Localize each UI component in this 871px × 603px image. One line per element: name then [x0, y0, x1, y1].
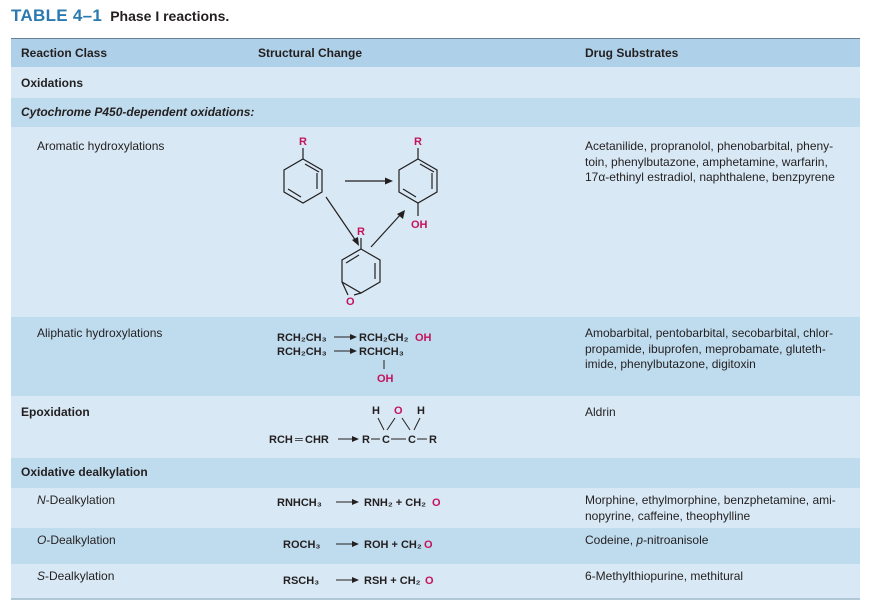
- row-epoxidation: [11, 396, 860, 458]
- hydroxyl-label: OH: [377, 373, 394, 385]
- substrates-aromatic: [585, 139, 835, 186]
- label-aliphatic: Aliphatic hydroxylations: [37, 326, 163, 340]
- section-row-cyp: [11, 98, 860, 127]
- substrate-line: Acetanilide, propranolol, phenobarbital, pheny-: [585, 139, 834, 153]
- r-group-label: R: [414, 136, 422, 148]
- header-structural-change: Structural Change: [258, 46, 363, 60]
- carbon-label: C: [408, 434, 416, 446]
- label-epoxidation: Epoxidation: [21, 405, 90, 419]
- product-formula: RCHCH₃: [359, 346, 404, 358]
- section-row-oxidations: [11, 68, 860, 98]
- label-o-dealkylation: O-Dealkylation: [37, 533, 116, 547]
- r-group-label: R: [299, 136, 307, 148]
- label-n-dealkylation: N-Dealkylation: [37, 493, 116, 507]
- substrates-epoxidation: Aldrin: [585, 405, 616, 419]
- section-cyp: Cytochrome P450-dependent oxidations:: [21, 105, 255, 119]
- section-row-dealkylation: [11, 458, 860, 488]
- table-bottom-border: [11, 598, 860, 600]
- r-group-label: R: [429, 434, 437, 446]
- aliphatic-hydroxylation-structure: [273, 325, 473, 393]
- table-header-row: [11, 38, 860, 67]
- phase-one-table: [11, 38, 860, 600]
- epoxidation-structure: [266, 402, 466, 454]
- substrates-n-dealkylation: [585, 493, 836, 524]
- label-aromatic: Aromatic hydroxylations: [37, 139, 165, 153]
- substrate-line: nopyrine, caffeine, theophylline: [585, 508, 751, 523]
- reactant-formula: ROCH₃: [283, 539, 321, 551]
- reactant-formula: RNHCH₃: [277, 497, 322, 509]
- table-title: [11, 6, 229, 30]
- hydrogen-label: H: [372, 405, 380, 417]
- table-number: TABLE 4–1: [11, 6, 103, 25]
- s-dealkylation-structure: [273, 568, 473, 592]
- substrates-aliphatic: [585, 326, 833, 373]
- o-dealkylation-structure: [273, 532, 473, 556]
- section-dealkylation: Oxidative dealkylation: [21, 465, 148, 479]
- hydroxyl-label: OH: [411, 219, 428, 231]
- substrate-line: imide, phenylbutazone, digitoxin: [585, 357, 756, 371]
- carbon-label: C: [382, 434, 390, 446]
- row-n-dealkylation: [11, 488, 860, 528]
- epoxide-oxygen-label: O: [346, 296, 355, 308]
- r-group-label: R: [357, 226, 365, 238]
- aromatic-hydroxylation-structure: [266, 131, 466, 315]
- substrate-line: Morphine, ethylmorphine, benzphetamine, ami-: [585, 493, 836, 507]
- label-s-dealkylation: S-Dealkylation: [37, 569, 115, 583]
- product-formula: RCH₂CH₂: [359, 332, 409, 344]
- product-formula: RSH + CH₂: [364, 575, 421, 587]
- row-s-dealkylation: [11, 564, 860, 598]
- product-formula: ROH + CH₂: [364, 539, 422, 551]
- row-o-dealkylation: [11, 528, 860, 564]
- oxygen-label: O: [425, 575, 434, 587]
- epoxide-oxygen-label: O: [394, 405, 403, 417]
- row-aromatic-hydroxylation: [11, 127, 860, 317]
- hydrogen-label: H: [417, 405, 425, 417]
- section-oxidations: Oxidations: [21, 76, 84, 90]
- hydroxyl-label: OH: [415, 332, 432, 344]
- substrate-line: 17α-ethinyl estradiol, naphthalene, benzpyrene: [585, 170, 835, 184]
- oxygen-label: O: [432, 497, 441, 509]
- substrate-line: toin, phenylbutazone, amphetamine, warfarin,: [585, 154, 828, 169]
- reactant-formula: RCH₂CH₃: [277, 346, 327, 358]
- n-dealkylation-structure: [273, 490, 473, 514]
- reactant-formula: RCH₂CH₃: [277, 332, 327, 344]
- reactant-formula: RSCH₃: [283, 575, 320, 587]
- substrate-line: propamide, ibuprofen, meprobamate, gluteth-: [585, 341, 826, 356]
- substrates-o-dealkylation: Codeine, p-nitroanisole: [585, 533, 709, 547]
- row-aliphatic-hydroxylation: [11, 317, 860, 396]
- header-reaction-class: Reaction Class: [21, 46, 108, 60]
- substrates-s-dealkylation: 6-Methylthiopurine, methitural: [585, 569, 744, 583]
- r-group-label: R: [362, 434, 370, 446]
- reactant-formula: RCH ═ CHR: [269, 434, 329, 446]
- table-caption: Phase I reactions.: [110, 8, 230, 24]
- oxygen-label: O: [424, 539, 433, 551]
- product-formula: RNH₂ + CH₂: [364, 497, 427, 509]
- header-drug-substrates: Drug Substrates: [585, 46, 679, 60]
- substrate-line: Amobarbital, pentobarbital, secobarbital, chlor-: [585, 326, 834, 340]
